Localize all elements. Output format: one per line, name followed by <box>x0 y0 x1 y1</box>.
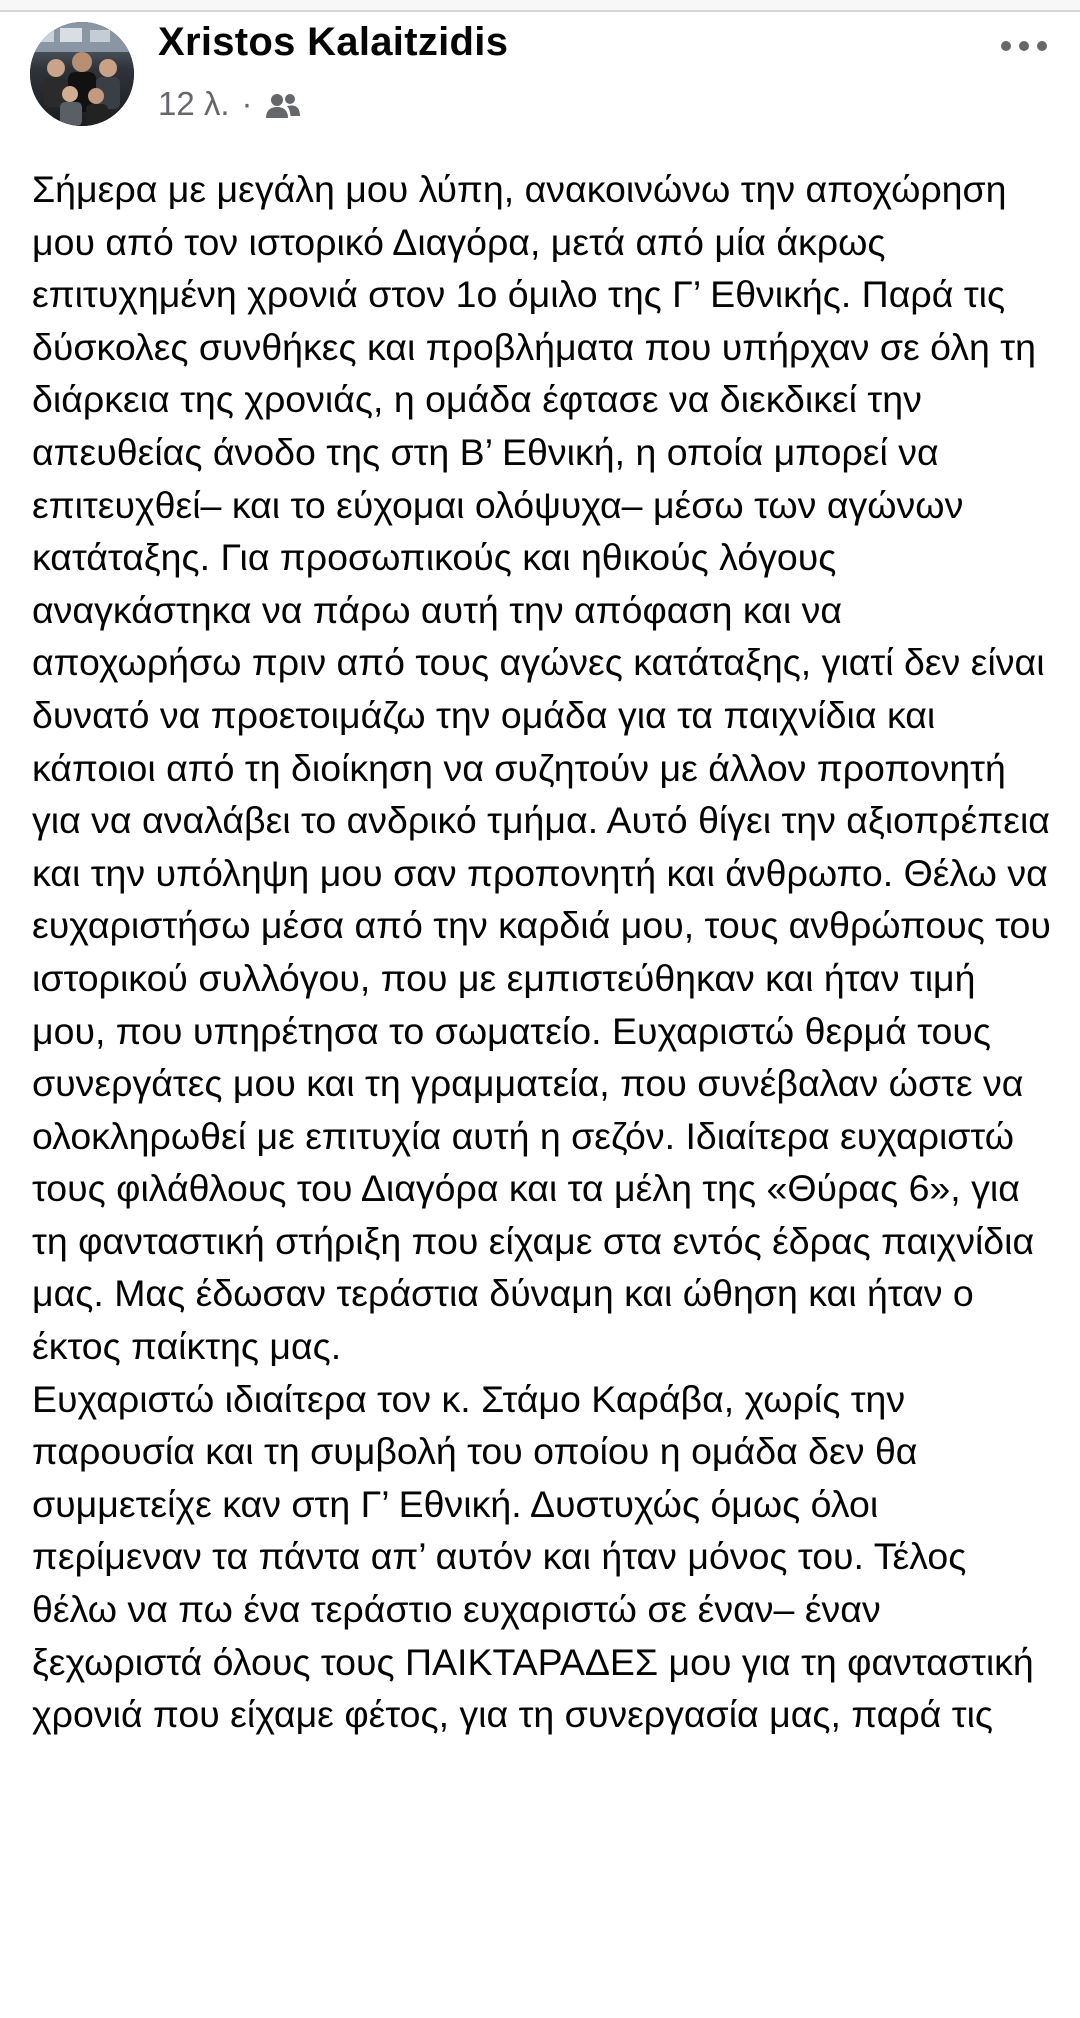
post-body <box>32 163 1062 1741</box>
top-divider <box>0 0 1080 12</box>
meta-separator: · <box>241 85 253 122</box>
post-paragraph: Ευχαριστώ ιδιαίτερα τον κ. Στάμο Καράβα, χωρίς την παρουσία και τη συμβολή του οποίου η ομάδα δεν θα συμμετείχε καν στη Γ’ Εθνική. Δυστυχώς όμως όλοι περίμεναν τα πάντα απ’ αυτόν και ήταν μόνος του. Τέλος θέλω να πω ένα τεράστιο ευχαριστώ σε έναν– έναν ξεχωριστά όλους τους ΠΑΙΚΤΑΡΑΔΕΣ μου για τη φανταστική χρονιά που είχαμε φέτος, για τη συνεργασία μας, παρά τις <box>32 1377 1045 1736</box>
post-meta <box>158 82 301 126</box>
post-paragraph: Σήμερα με μεγάλη μου λύπη, ανακοινώνω την αποχώρηση μου από τον ιστορικό Διαγόρα, μετά από μία άκρως επιτυχημένη χρονιά στον 1ο όμιλο της Γ’ Εθνικής. Παρά τις δύσκολες συνθήκες και προβλήματα που υπήρχαν σε όλη τη διάρκεια της χρονιάς, η ομάδα έφτασε να διεκδικεί την απευθείας άνοδο της στη Β’ Εθνική, η οποία μπορεί να επιτευχθεί– και το εύχομαι ολόψυχα– μέσω των αγώνων κατάταξης. Για προσωπικούς και ηθικούς λόγους αναγκάστηκα να πάρω αυτή την απόφαση και να αποχωρήσω πριν από τους αγώνες κατάταξης, γιατί δεν είναι δυνατό να προετοιμάζω την ομάδα για τα παιχνίδια και κάποιοι από τη διοίκηση να συζητούν με άλλον προπονητή για να αναλάβει το ανδρικό τμήμα. Αυτό θίγει την αξιοπρέπεια και την υπόληψη μου σαν προπονητή και άνθρωπο. Θέλω να ευχαριστήσω μέσα από την καρδιά μου, τους ανθρώπους του ιστορικού συλλόγου, που με εμπιστεύθηκαν και ήταν τιμή μου, που υπηρέτησα το σωματείο. Ευχαριστώ θερμά τους συνεργάτες μου και τη γραμματεία, που συνέβαλαν ώστε να ολοκληρωθεί με επιτυχία αυτή η σεζόν. Ιδιαίτερα ευχαριστώ τους φιλάθλους του Διαγόρα και τα μέλη της «Θύρας 6», για τη φανταστική στήριξη που είχαμε στα εντός έδρας παιχνίδια μας. Μας έδωσαν τεράστια δύναμη και ώθηση και ήταν ο έκτος παίκτης μας. <box>32 168 1062 1368</box>
post-time[interactable]: 12 λ. <box>158 85 230 122</box>
avatar[interactable] <box>30 22 134 126</box>
more-options-button[interactable] <box>992 26 1056 66</box>
avatar-photo-icon <box>30 22 134 126</box>
more-dots-icon <box>1000 40 1048 52</box>
post-header <box>0 12 1080 132</box>
post-author-name[interactable]: Xristos Kalaitzidis <box>158 20 509 64</box>
friends-icon[interactable] <box>265 90 301 118</box>
